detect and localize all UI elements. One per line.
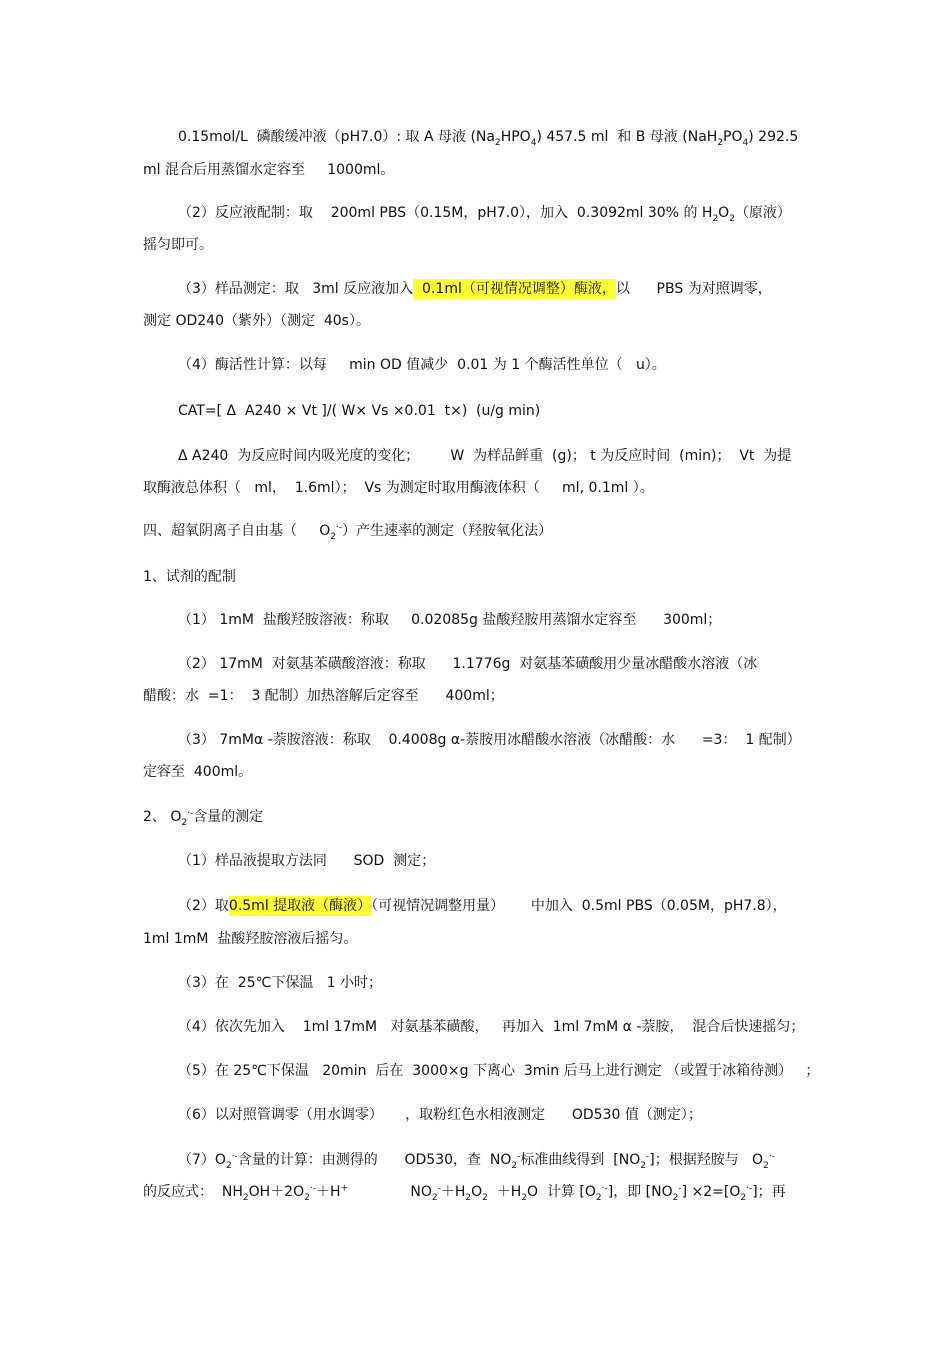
text-span: ]，即 [NO bbox=[607, 1184, 673, 1200]
text-span: （2）取 bbox=[178, 898, 229, 914]
text-span: （1） 1mM 盐酸羟胺溶液：称取 0.02085g 盐酸羟胺用蒸馏水定容至 300ml； bbox=[178, 612, 722, 628]
superscript: ·- bbox=[336, 522, 343, 533]
subscript: 2 bbox=[521, 1192, 528, 1203]
superscript: - bbox=[678, 1183, 682, 1194]
text-span: ml 混合后用蒸馏水定容至 1000ml。 bbox=[143, 162, 395, 178]
text-line bbox=[178, 279, 772, 299]
subscript: 2 bbox=[511, 1160, 518, 1171]
subscript: 2 bbox=[465, 1192, 472, 1203]
text-line bbox=[178, 610, 721, 630]
text-span: （1）样品液提取方法同 SOD 测定； bbox=[178, 853, 436, 869]
text-span: 醋酸：水 =1： 3 配制）加热溶解后定容至 400ml； bbox=[143, 688, 504, 704]
text-span: O 计算 [O bbox=[527, 1184, 596, 1200]
text-line bbox=[178, 1061, 819, 1081]
text-line bbox=[143, 929, 357, 949]
subsection-heading bbox=[143, 807, 263, 827]
text-line bbox=[143, 686, 504, 706]
text-line bbox=[178, 654, 757, 674]
subscript: 2 bbox=[595, 1192, 602, 1203]
subscript: 2 bbox=[482, 1192, 488, 1203]
text-line bbox=[178, 896, 787, 916]
subscript: 2 bbox=[712, 213, 719, 224]
text-span: 1、试剂的配制 bbox=[143, 569, 236, 585]
text-span: （7）O bbox=[178, 1152, 226, 1168]
superscript: - bbox=[517, 1151, 521, 1162]
text-span: 含量的计算：由测得的 OD530，查 NO bbox=[237, 1152, 512, 1168]
text-span: ＋H bbox=[440, 1184, 466, 1200]
text-span: （可视情况调整用量） 中加入 0.5ml PBS（0.05M，pH7.8）， bbox=[371, 898, 787, 914]
text-span: Δ A240 为反应时间内吸光度的变化； W 为样品鲜重 (g)； t 为反应时间 (min)； Vt 为提 bbox=[178, 448, 792, 464]
text-span: 1ml 1mM 盐酸羟胺溶液后摇匀。 bbox=[143, 931, 358, 947]
text-span: HPO bbox=[500, 129, 531, 145]
text-span: （3） 7mMα -萘胺溶液：称取 0.4008g α-萘胺用冰醋酸水溶液（冰醋酸：水 =3： 1 配制） bbox=[178, 732, 801, 748]
text-span: OH＋2O bbox=[248, 1184, 305, 1200]
text-span: O bbox=[471, 1184, 483, 1200]
subscript: 2 bbox=[640, 1160, 646, 1171]
subscript: 2 bbox=[672, 1192, 679, 1203]
text-span: （4）依次先加入 1ml 17mM 对氨基苯磺酸， 再加入 1ml 7mM α -萘胺， 混合后快速摇匀； bbox=[178, 1019, 805, 1035]
text-line bbox=[143, 311, 370, 331]
text-span: ）产生速率的测定（羟胺氧化法） bbox=[342, 523, 553, 539]
superscript: ·- bbox=[231, 1151, 238, 1162]
subscript: 2 bbox=[729, 213, 735, 224]
superscript: + bbox=[340, 1183, 349, 1194]
text-span: ) 292.5 bbox=[748, 129, 799, 145]
text-span: （2）反应液配制：取 200ml PBS（0.15M，pH7.0），加入 0.3092ml 30% 的 H bbox=[178, 205, 713, 221]
text-line bbox=[178, 1017, 804, 1037]
text-span: ] ×2=[O bbox=[681, 1184, 741, 1200]
highlighted-text: 0.5ml 提取液（酶液） bbox=[228, 898, 372, 914]
text-span: PO bbox=[723, 129, 743, 145]
text-span: ＋H bbox=[487, 1184, 522, 1200]
text-span: （2） 17mM 对氨基苯磺酸溶液：称取 1.1776g 对氨基苯磺酸用少量冰醋酸水溶液（冰 bbox=[178, 656, 758, 672]
text-span: 取酶液总体积（ ml， 1.6ml）； Vs 为测定时取用酶液体积（ ml, 0.1ml ）。 bbox=[143, 480, 654, 496]
superscript: - bbox=[645, 1151, 650, 1162]
subscript: 4 bbox=[742, 137, 749, 148]
section-heading bbox=[143, 521, 552, 541]
text-span: ]；再 bbox=[752, 1184, 786, 1200]
text-line bbox=[178, 730, 801, 750]
highlighted-text: 0.1ml（可视情况调整）酶液， bbox=[413, 281, 616, 297]
text-span: 以 PBS 为对照调零， bbox=[615, 281, 772, 297]
subscript: 2 bbox=[330, 531, 337, 542]
text-span: 摇匀即可。 bbox=[143, 237, 213, 253]
text-span: 0.15mol/L 磷酸缓冲液（pH7.0）: 取 A 母液 (Na bbox=[178, 129, 495, 145]
text-line bbox=[178, 851, 435, 871]
subscript: 2 bbox=[717, 137, 724, 148]
text-span: 四、超氧阴离子自由基（ O bbox=[143, 523, 331, 539]
superscript: ·- bbox=[768, 1151, 775, 1162]
superscript: ·- bbox=[601, 1183, 608, 1194]
text-span: （5）在 25℃下保温 20min 后在 3000×g 下离心 3min 后马上进行测定 （或置于冰箱待测） ； bbox=[178, 1063, 820, 1079]
text-span: ]；根据羟胺与 O bbox=[649, 1152, 764, 1168]
text-span: O bbox=[718, 205, 730, 221]
text-span: （3）样品测定：取 3ml 反应液加入 bbox=[178, 281, 414, 297]
text-line bbox=[178, 973, 382, 993]
superscript: ·- bbox=[187, 808, 194, 819]
formula-line bbox=[143, 1182, 786, 1202]
text-line bbox=[143, 762, 252, 782]
text-span: 的反应式： NH bbox=[143, 1184, 243, 1200]
text-span: （3）在 25℃下保温 1 小时； bbox=[178, 975, 383, 991]
superscript: ·- bbox=[746, 1183, 753, 1194]
text-span: 含量的测定 bbox=[193, 809, 264, 825]
subscript: 2 bbox=[431, 1192, 438, 1203]
subscript: 4 bbox=[530, 137, 537, 148]
text-span: CAT=[ Δ A240 × Vt ]/( W× Vs ×0.01 t×) bbox=[178, 403, 468, 419]
text-line bbox=[178, 1105, 702, 1125]
subscript: 2 bbox=[242, 1192, 249, 1203]
text-line bbox=[178, 1150, 775, 1170]
text-span: ) 457.5 ml 和 B 母液 (NaH bbox=[536, 129, 718, 145]
text-line bbox=[178, 203, 791, 223]
text-span: （原液） bbox=[734, 205, 791, 221]
text-span: (u/g min) bbox=[476, 403, 541, 419]
text-line bbox=[143, 235, 213, 255]
superscript: - bbox=[437, 1183, 441, 1194]
subscript: 2 bbox=[304, 1192, 310, 1203]
text-span: 定容至 400ml。 bbox=[143, 764, 253, 780]
formula-line bbox=[178, 401, 467, 421]
subscript: 2 bbox=[763, 1160, 769, 1171]
text-span: （6）以对照管调零（用水调零） ，取粉红色水相液测定 OD530 值（测定）； bbox=[178, 1107, 702, 1123]
text-line bbox=[143, 160, 394, 180]
superscript: ·- bbox=[309, 1183, 316, 1194]
subsection-heading bbox=[143, 567, 236, 587]
text-span: NO bbox=[348, 1184, 432, 1200]
text-span: （4）酶活性计算：以每 min OD 值减少 0.01 为 1 个酶活性单位（ u）。 bbox=[178, 357, 666, 373]
text-span: 2、 O bbox=[143, 809, 182, 825]
text-span: 标准曲线得到 [NO bbox=[520, 1152, 641, 1168]
text-line bbox=[143, 478, 654, 498]
text-span: 测定 OD240（紫外）（测定 40s）。 bbox=[143, 313, 370, 329]
subscript: 2 bbox=[494, 137, 501, 148]
text-line bbox=[178, 355, 666, 375]
subscript: 2 bbox=[181, 817, 188, 828]
text-line bbox=[178, 446, 791, 466]
text-line bbox=[178, 127, 798, 147]
subscript: 2 bbox=[225, 1160, 232, 1171]
subscript: 2 bbox=[740, 1192, 747, 1203]
formula-unit bbox=[476, 401, 540, 421]
text-span: ＋H bbox=[315, 1184, 341, 1200]
